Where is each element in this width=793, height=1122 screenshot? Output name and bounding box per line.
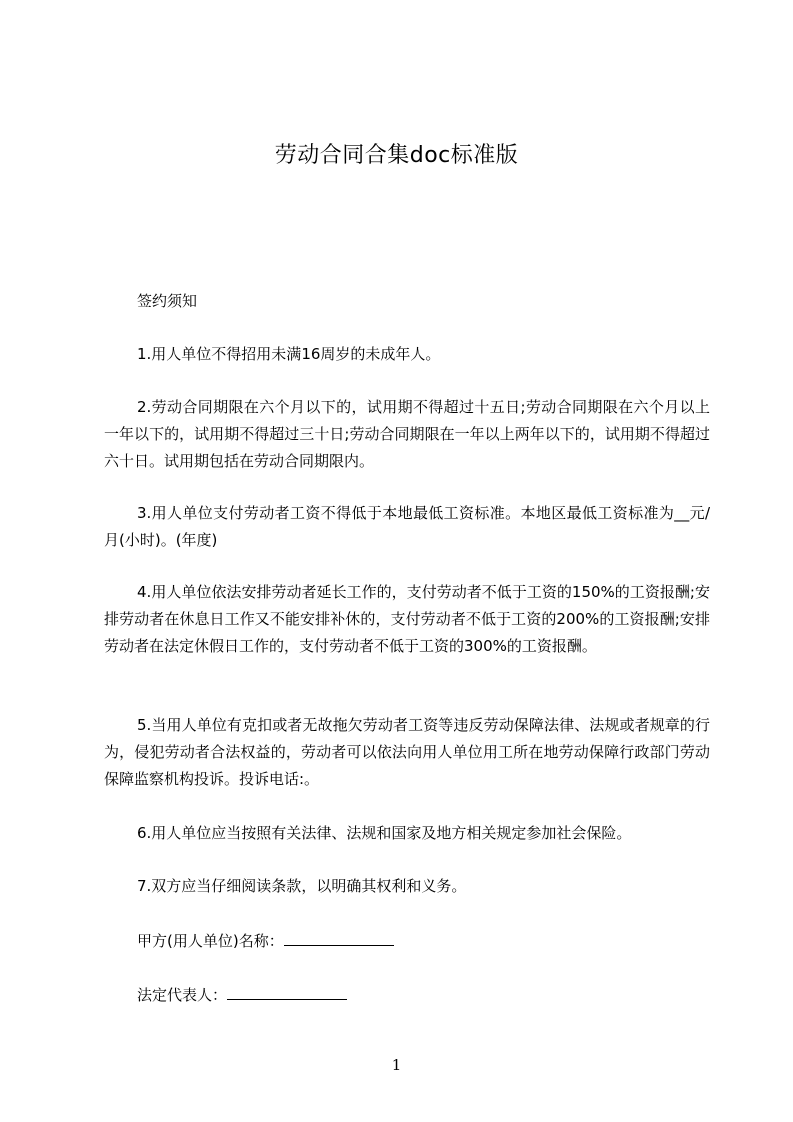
clause-6: 6.用人单位应当按照有关法律、法规和国家及地方相关规定参加社会保险。 xyxy=(137,824,632,842)
clause-7: 7.双方应当仔细阅读条款，以明确其权利和义务。 xyxy=(137,877,467,895)
clause-1: 1.用人单位不得招用未满16周岁的未成年人。 xyxy=(137,345,441,363)
clause-4: 4.用人单位依法安排劳动者延长工作的，支付劳动者不低于工资的150%的工资报酬;安排劳动者在休息日工作又不能安排补休的，支付劳动者不低于工资的200%的工资报酬;安排劳动者在法定休假日工作的，支付劳动者不低于工资的300%的工资报酬。 xyxy=(104,583,710,655)
legal-representative-line xyxy=(104,982,710,1009)
party-a-name-label: 甲方(用人单位)名称： xyxy=(137,932,284,950)
document-title: 劳动合同合集doc标准版 xyxy=(274,143,519,168)
clause-5: 5.当用人单位有克扣或者无故拖欠劳动者工资等违反劳动保障法律、法规或者规章的行为，侵犯劳动者合法权益的，劳动者可以依法向用人单位用工所在地劳动保障行政部门劳动保障监察机构投诉。投诉电话:。 xyxy=(104,716,710,788)
legal-representative-label: 法定代表人： xyxy=(137,986,228,1004)
clause-2: 2.劳动合同期限在六个月以下的，试用期不得超过十五日;劳动合同期限在六个月以上一年以下的，试用期不得超过三十日;劳动合同期限在一年以上两年以下的，试用期不得超过六十日。试用期包括在劳动合同期限内。 xyxy=(104,398,710,470)
page-number: 1 xyxy=(391,1056,402,1074)
section-heading: 签约须知 xyxy=(137,292,198,310)
clause-3: 3.用人单位支付劳动者工资不得低于本地最低工资标准。本地区最低工资标准为__元/月(小时)。(年度) xyxy=(104,504,710,549)
legal-representative-blank xyxy=(227,985,347,1000)
party-a-name-line xyxy=(104,928,710,955)
party-a-name-blank xyxy=(284,931,394,946)
